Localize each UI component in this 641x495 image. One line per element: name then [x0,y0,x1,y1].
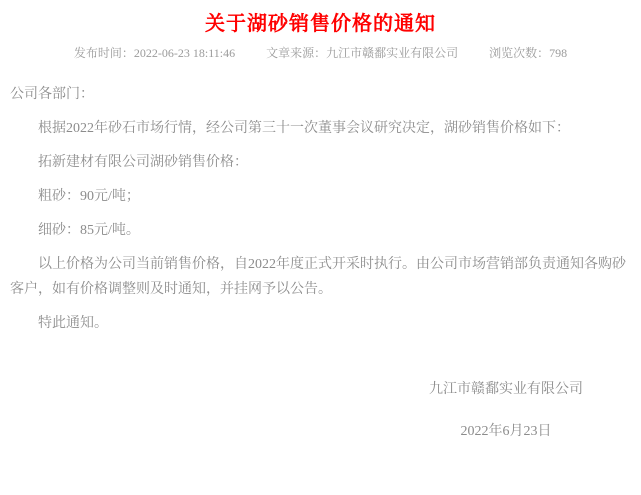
views-value: 798 [549,46,568,60]
paragraph-fine-sand-price: 细砂：85元/吨。 [38,223,140,238]
paragraph-closing: 特此通知。 [38,316,108,331]
publish-time-value: 2022-06-23 18:11:46 [133,46,236,60]
notice-body [10,82,631,336]
notice-page [0,12,641,495]
publish-time-group [74,45,235,62]
signature-block [429,377,583,444]
paragraph-price-heading: 拓新建材有限公司湖砂销售价格： [38,155,248,170]
source-group [266,45,458,62]
paragraph-execution-terms: 以上价格为公司当前销售价格，自2022年度正式开采时执行。由公司市场营销部负责通知各购砂客户，如有价格调整则及时通知，并挂网予以公告。 [10,257,626,297]
signature-company: 九江市赣鄱实业有限公司 [429,382,583,397]
signature-date: 2022年6月23日 [460,424,552,439]
source-value: 九江市赣鄱实业有限公司 [326,46,459,60]
paragraph-coarse-sand-price: 粗砂：90元/吨； [38,189,140,204]
views-label: 浏览次数： [489,46,550,60]
salutation: 公司各部门： [10,87,94,102]
notice-document [0,12,641,444]
article-meta [0,45,641,62]
page-title: 关于湖砂销售价格的通知 [205,13,436,35]
views-group [489,45,567,62]
source-label: 文章来源： [266,46,327,60]
paragraph-basis: 根据2022年砂石市场行情，经公司第三十一次董事会议研究决定，湖砂销售价格如下： [38,121,570,136]
publish-time-label: 发布时间： [73,46,134,60]
